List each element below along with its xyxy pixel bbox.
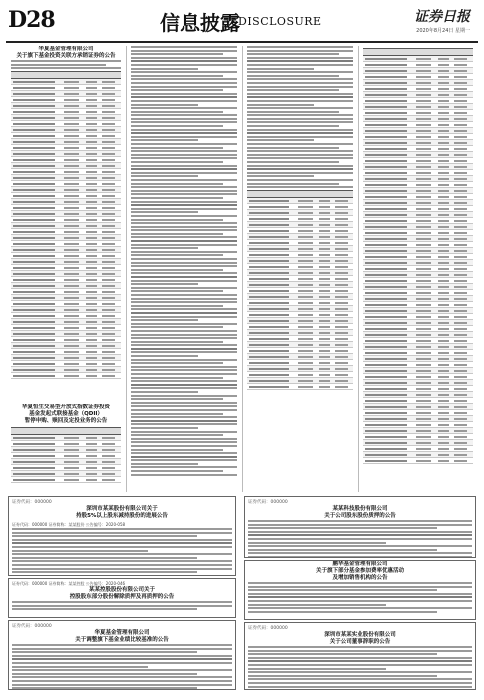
section-title-en: DISCLOSURE xyxy=(238,15,322,28)
table-header xyxy=(363,49,473,56)
text-line xyxy=(131,143,237,145)
text-line xyxy=(131,449,223,451)
text-line xyxy=(12,539,232,541)
text-line xyxy=(131,82,237,84)
notice-codes: 证券代码：000000 证券简称：某某股份 公告编号：2020-058 xyxy=(12,522,126,527)
text-line xyxy=(247,100,353,102)
text-line xyxy=(12,575,232,576)
text-line xyxy=(247,75,339,77)
text-line xyxy=(131,330,237,332)
notice-title: 深圳市某某股份有限公司关于 xyxy=(86,506,158,512)
text-line xyxy=(131,129,237,131)
text-line xyxy=(131,452,237,454)
table-row xyxy=(11,477,121,483)
text-line xyxy=(247,147,339,149)
text-line xyxy=(248,657,472,659)
text-line xyxy=(131,308,237,310)
text-line xyxy=(131,409,237,411)
text-line xyxy=(12,550,148,552)
text-line xyxy=(131,186,237,188)
text-line xyxy=(131,236,237,238)
header-rule xyxy=(6,41,478,43)
text-line xyxy=(247,53,339,55)
notice-subtitle: 关于公司股东股份质押的公告 xyxy=(324,513,396,519)
text-line xyxy=(131,402,237,404)
notice-box-fee-discount xyxy=(244,560,476,620)
text-line xyxy=(248,660,472,662)
notice-subtitle: 关于旗下基金投资关联方承销证券的公告 xyxy=(16,53,116,59)
text-line xyxy=(248,586,472,588)
text-line xyxy=(131,398,223,400)
text-line xyxy=(12,557,197,559)
notice-stamp: 证券代码：000000 xyxy=(12,500,52,505)
text-line xyxy=(131,351,237,353)
text-line xyxy=(248,600,472,602)
text-line xyxy=(131,262,237,264)
text-line xyxy=(131,341,223,343)
text-line xyxy=(131,147,223,149)
notice-title: 华夏基金管理有限公司 xyxy=(38,46,94,52)
text-line xyxy=(131,413,223,415)
text-line xyxy=(131,229,237,231)
table-header xyxy=(11,72,121,79)
text-line xyxy=(131,470,223,472)
text-line xyxy=(131,416,237,418)
text-line xyxy=(131,150,237,152)
text-line xyxy=(12,571,197,573)
text-line xyxy=(131,219,223,221)
notice-title: 华夏恒生交易型开放式指数证券投资 xyxy=(21,404,110,410)
text-line xyxy=(131,78,237,80)
text-line xyxy=(131,211,198,213)
text-line xyxy=(131,301,237,303)
notice-body xyxy=(245,582,475,613)
text-line xyxy=(131,466,237,468)
text-line xyxy=(248,675,437,677)
text-line xyxy=(248,527,437,529)
text-line xyxy=(12,669,232,671)
table-row xyxy=(247,384,353,390)
text-line xyxy=(247,139,314,141)
text-line xyxy=(131,312,237,314)
text-line xyxy=(131,201,237,203)
fund-list-table-block xyxy=(360,46,476,492)
text-line xyxy=(131,118,237,120)
issue-date: 2020年8月24日 星期一 xyxy=(416,28,470,34)
column-divider xyxy=(126,46,127,492)
text-line xyxy=(131,355,198,357)
text-line xyxy=(248,593,472,595)
notice-title: 某某控股股份有限公司关于 xyxy=(88,587,155,593)
text-line xyxy=(131,157,237,159)
text-line xyxy=(131,420,237,422)
table-header xyxy=(11,428,121,435)
text-line xyxy=(131,362,223,364)
text-line xyxy=(248,678,472,680)
text-line xyxy=(131,179,237,181)
text-line xyxy=(12,648,232,650)
notice-box-share-pledge xyxy=(244,496,476,558)
text-line xyxy=(248,534,472,536)
text-line xyxy=(131,423,237,425)
text-line xyxy=(131,104,198,106)
text-line xyxy=(247,172,353,174)
text-line xyxy=(248,589,437,591)
text-line xyxy=(247,186,353,188)
text-line xyxy=(131,86,237,88)
text-line xyxy=(131,431,237,433)
text-line xyxy=(131,369,237,371)
text-line xyxy=(131,387,237,389)
text-line xyxy=(131,305,223,307)
text-line xyxy=(248,653,437,655)
text-line xyxy=(131,474,237,476)
text-line xyxy=(131,459,237,461)
text-line xyxy=(131,445,237,447)
section-title: 信息披露 xyxy=(160,11,240,35)
text-line xyxy=(131,57,237,59)
text-line xyxy=(131,168,237,170)
text-line xyxy=(131,96,237,98)
notice-body xyxy=(244,46,356,188)
text-line xyxy=(248,611,437,613)
text-line xyxy=(247,50,353,52)
text-line xyxy=(247,86,353,88)
text-line xyxy=(12,658,232,660)
text-line xyxy=(131,215,237,217)
text-line xyxy=(131,161,223,163)
notice-body xyxy=(9,644,235,689)
text-line xyxy=(247,82,353,84)
notice-title: 深圳市某某实业股份有限公司 xyxy=(324,632,396,638)
text-line xyxy=(131,334,237,336)
notice-stamp: 证券代码：000000 xyxy=(248,626,288,631)
notice-fund-underwriting xyxy=(8,46,124,402)
text-line xyxy=(131,193,237,195)
text-line xyxy=(12,528,232,530)
text-line xyxy=(131,348,237,350)
text-line xyxy=(12,542,232,544)
text-line xyxy=(248,671,472,673)
text-line xyxy=(247,57,353,59)
text-line xyxy=(131,323,237,325)
text-line xyxy=(247,143,353,145)
table-row xyxy=(11,373,121,379)
text-line xyxy=(131,269,223,271)
fund-list-table xyxy=(247,190,353,390)
column-divider xyxy=(242,46,243,492)
text-line xyxy=(247,60,353,62)
text-line xyxy=(248,556,472,558)
text-line xyxy=(131,190,237,192)
text-line xyxy=(131,377,223,379)
notice-list-text xyxy=(244,46,356,492)
text-line xyxy=(248,604,386,606)
text-line xyxy=(12,546,232,548)
text-line xyxy=(131,287,237,289)
text-line xyxy=(12,608,197,610)
text-line xyxy=(247,107,353,109)
text-line xyxy=(248,552,472,554)
notice-table xyxy=(11,427,121,483)
text-line xyxy=(12,684,232,686)
newspaper-logo: 证券日报 xyxy=(414,9,470,25)
text-line xyxy=(131,384,237,386)
text-line xyxy=(131,244,237,246)
text-line xyxy=(131,359,237,361)
notice-stamp: 证券代码：000000 xyxy=(12,624,52,629)
text-line xyxy=(12,666,148,668)
text-line xyxy=(131,132,237,134)
text-line xyxy=(131,391,198,393)
text-line xyxy=(131,319,198,321)
text-line xyxy=(248,542,386,544)
text-line xyxy=(131,294,237,296)
text-line xyxy=(131,272,237,274)
notice-continued-text xyxy=(128,46,240,492)
text-line xyxy=(12,535,197,537)
notice-body xyxy=(128,46,240,476)
text-line xyxy=(247,165,353,167)
text-line xyxy=(247,64,353,66)
table-header xyxy=(247,191,353,198)
text-line xyxy=(248,520,472,522)
text-line xyxy=(131,290,223,292)
notice-subtitle: 关于调整旗下基金业绩比较基准的公告 xyxy=(75,637,169,643)
text-line xyxy=(248,582,472,584)
text-line xyxy=(131,139,198,141)
text-line xyxy=(247,179,353,181)
text-line xyxy=(131,111,223,113)
notice-subtitle: 及增加销售机构的公告 xyxy=(332,575,388,581)
page-header xyxy=(0,0,484,42)
text-line xyxy=(12,651,197,653)
text-line xyxy=(247,175,314,177)
text-line xyxy=(131,204,237,206)
text-line xyxy=(248,689,437,690)
text-line xyxy=(248,682,472,684)
text-line xyxy=(248,650,472,652)
text-line xyxy=(131,427,198,429)
text-line xyxy=(247,71,353,73)
text-line xyxy=(247,104,314,106)
text-line xyxy=(12,553,232,555)
text-line xyxy=(131,326,223,328)
text-line xyxy=(247,157,353,159)
text-line xyxy=(12,673,197,675)
notice-box-control-pledge xyxy=(8,578,236,618)
text-line xyxy=(248,686,472,688)
text-line xyxy=(12,601,232,603)
notice-body xyxy=(9,528,235,576)
notice-table xyxy=(11,71,121,379)
text-line xyxy=(248,596,472,598)
text-line xyxy=(131,373,237,375)
text-line xyxy=(12,680,232,682)
text-line xyxy=(131,254,223,256)
text-line xyxy=(131,258,237,260)
text-line xyxy=(131,68,198,70)
text-line xyxy=(248,524,472,526)
text-line xyxy=(131,60,237,62)
text-line xyxy=(131,251,237,253)
text-line xyxy=(131,114,237,116)
text-line xyxy=(247,150,353,152)
text-line xyxy=(131,283,198,285)
text-line xyxy=(247,132,353,134)
text-line xyxy=(247,168,353,170)
text-line xyxy=(131,183,223,185)
text-line xyxy=(247,121,353,123)
text-line xyxy=(131,53,223,55)
text-line xyxy=(131,456,237,458)
text-line xyxy=(131,441,237,443)
text-line xyxy=(131,395,237,397)
notice-title: 鹏华基金管理有限公司 xyxy=(332,561,388,567)
text-line xyxy=(131,463,198,465)
notice-body xyxy=(9,601,235,610)
text-line xyxy=(131,50,237,52)
text-line xyxy=(131,46,237,48)
text-line xyxy=(131,165,237,167)
text-line xyxy=(131,405,237,407)
text-line xyxy=(131,136,237,138)
text-line xyxy=(131,438,237,440)
text-line xyxy=(248,646,472,648)
notice-subtitle: 关于公司董事辞职的公告 xyxy=(329,639,391,645)
text-line xyxy=(131,434,223,436)
notice-box-shareholder-reduction xyxy=(8,496,236,576)
text-line xyxy=(248,531,472,533)
text-line xyxy=(131,298,237,300)
notice-box-benchmark xyxy=(8,620,236,690)
text-line xyxy=(12,560,232,562)
text-line xyxy=(247,118,353,120)
text-line xyxy=(131,208,237,210)
fund-list-table xyxy=(363,48,473,464)
text-line xyxy=(247,161,339,163)
notice-stamp: 证券代码：000000 xyxy=(248,500,288,505)
text-line xyxy=(131,125,223,127)
text-line xyxy=(131,121,237,123)
notice-subtitle: 关于旗下部分基金参加费率优惠活动 xyxy=(315,568,404,574)
text-line xyxy=(131,337,237,339)
text-line xyxy=(247,114,353,116)
notice-subtitle: 基金发起式联接基金（QDII） xyxy=(29,411,103,417)
text-line xyxy=(12,564,232,566)
text-line xyxy=(131,75,223,77)
text-line xyxy=(131,240,237,242)
text-line xyxy=(247,111,339,113)
text-line xyxy=(131,172,237,174)
text-line xyxy=(131,276,237,278)
text-line xyxy=(12,568,232,570)
text-line xyxy=(12,655,232,657)
text-line xyxy=(247,136,353,138)
text-line xyxy=(131,265,237,267)
notice-title: 华夏基金管理有限公司 xyxy=(94,630,150,636)
text-line xyxy=(131,100,237,102)
text-line xyxy=(131,154,237,156)
notice-subtitle: 持股5%以上股东减持股份的进展公告 xyxy=(76,513,168,519)
text-line xyxy=(248,607,472,609)
text-line xyxy=(12,687,197,689)
text-line xyxy=(131,222,237,224)
text-line xyxy=(247,183,339,185)
text-line xyxy=(131,366,237,368)
text-line xyxy=(248,664,472,666)
text-line xyxy=(131,71,237,73)
notice-subtitle: 控股股东部分股份解除质押及再质押的公告 xyxy=(69,594,175,600)
text-line xyxy=(131,64,237,66)
text-line xyxy=(131,93,237,95)
text-line xyxy=(131,197,223,199)
text-line xyxy=(247,93,353,95)
text-line xyxy=(12,676,232,678)
notice-body xyxy=(8,60,124,69)
text-line xyxy=(247,125,339,127)
text-line xyxy=(247,89,339,91)
notice-body xyxy=(245,646,475,690)
notice-fund-suspension xyxy=(8,404,124,492)
text-line xyxy=(248,545,472,547)
text-line xyxy=(247,154,353,156)
text-line xyxy=(12,532,232,534)
notice-codes: 证券代码：000000 证券简称：某某控股 公告编号：2020-046 xyxy=(12,581,126,586)
text-line xyxy=(131,344,237,346)
text-line xyxy=(131,107,237,109)
text-line xyxy=(247,96,353,98)
text-line xyxy=(131,89,223,91)
text-line xyxy=(247,129,353,131)
notice-box-director-resignation xyxy=(244,622,476,690)
text-line xyxy=(131,247,198,249)
text-line xyxy=(248,549,437,551)
table-row xyxy=(363,458,473,464)
text-line xyxy=(131,316,237,318)
text-line xyxy=(131,226,237,228)
text-line xyxy=(12,605,232,607)
text-line xyxy=(131,380,237,382)
notice-subtitle: 暂停申购、赎回及定投业务的公告 xyxy=(24,418,108,424)
page-number: D28 xyxy=(8,7,55,33)
text-line xyxy=(248,668,386,670)
text-line xyxy=(12,662,232,664)
text-line xyxy=(247,46,353,48)
text-line xyxy=(247,78,353,80)
text-line xyxy=(248,538,472,540)
text-line xyxy=(12,644,232,646)
text-line xyxy=(131,233,223,235)
text-line xyxy=(131,175,198,177)
notice-title: 某某科技股份有限公司 xyxy=(332,506,388,512)
notice-body xyxy=(245,520,475,558)
column-divider xyxy=(358,46,359,492)
text-line xyxy=(131,280,237,282)
text-line xyxy=(247,68,314,70)
